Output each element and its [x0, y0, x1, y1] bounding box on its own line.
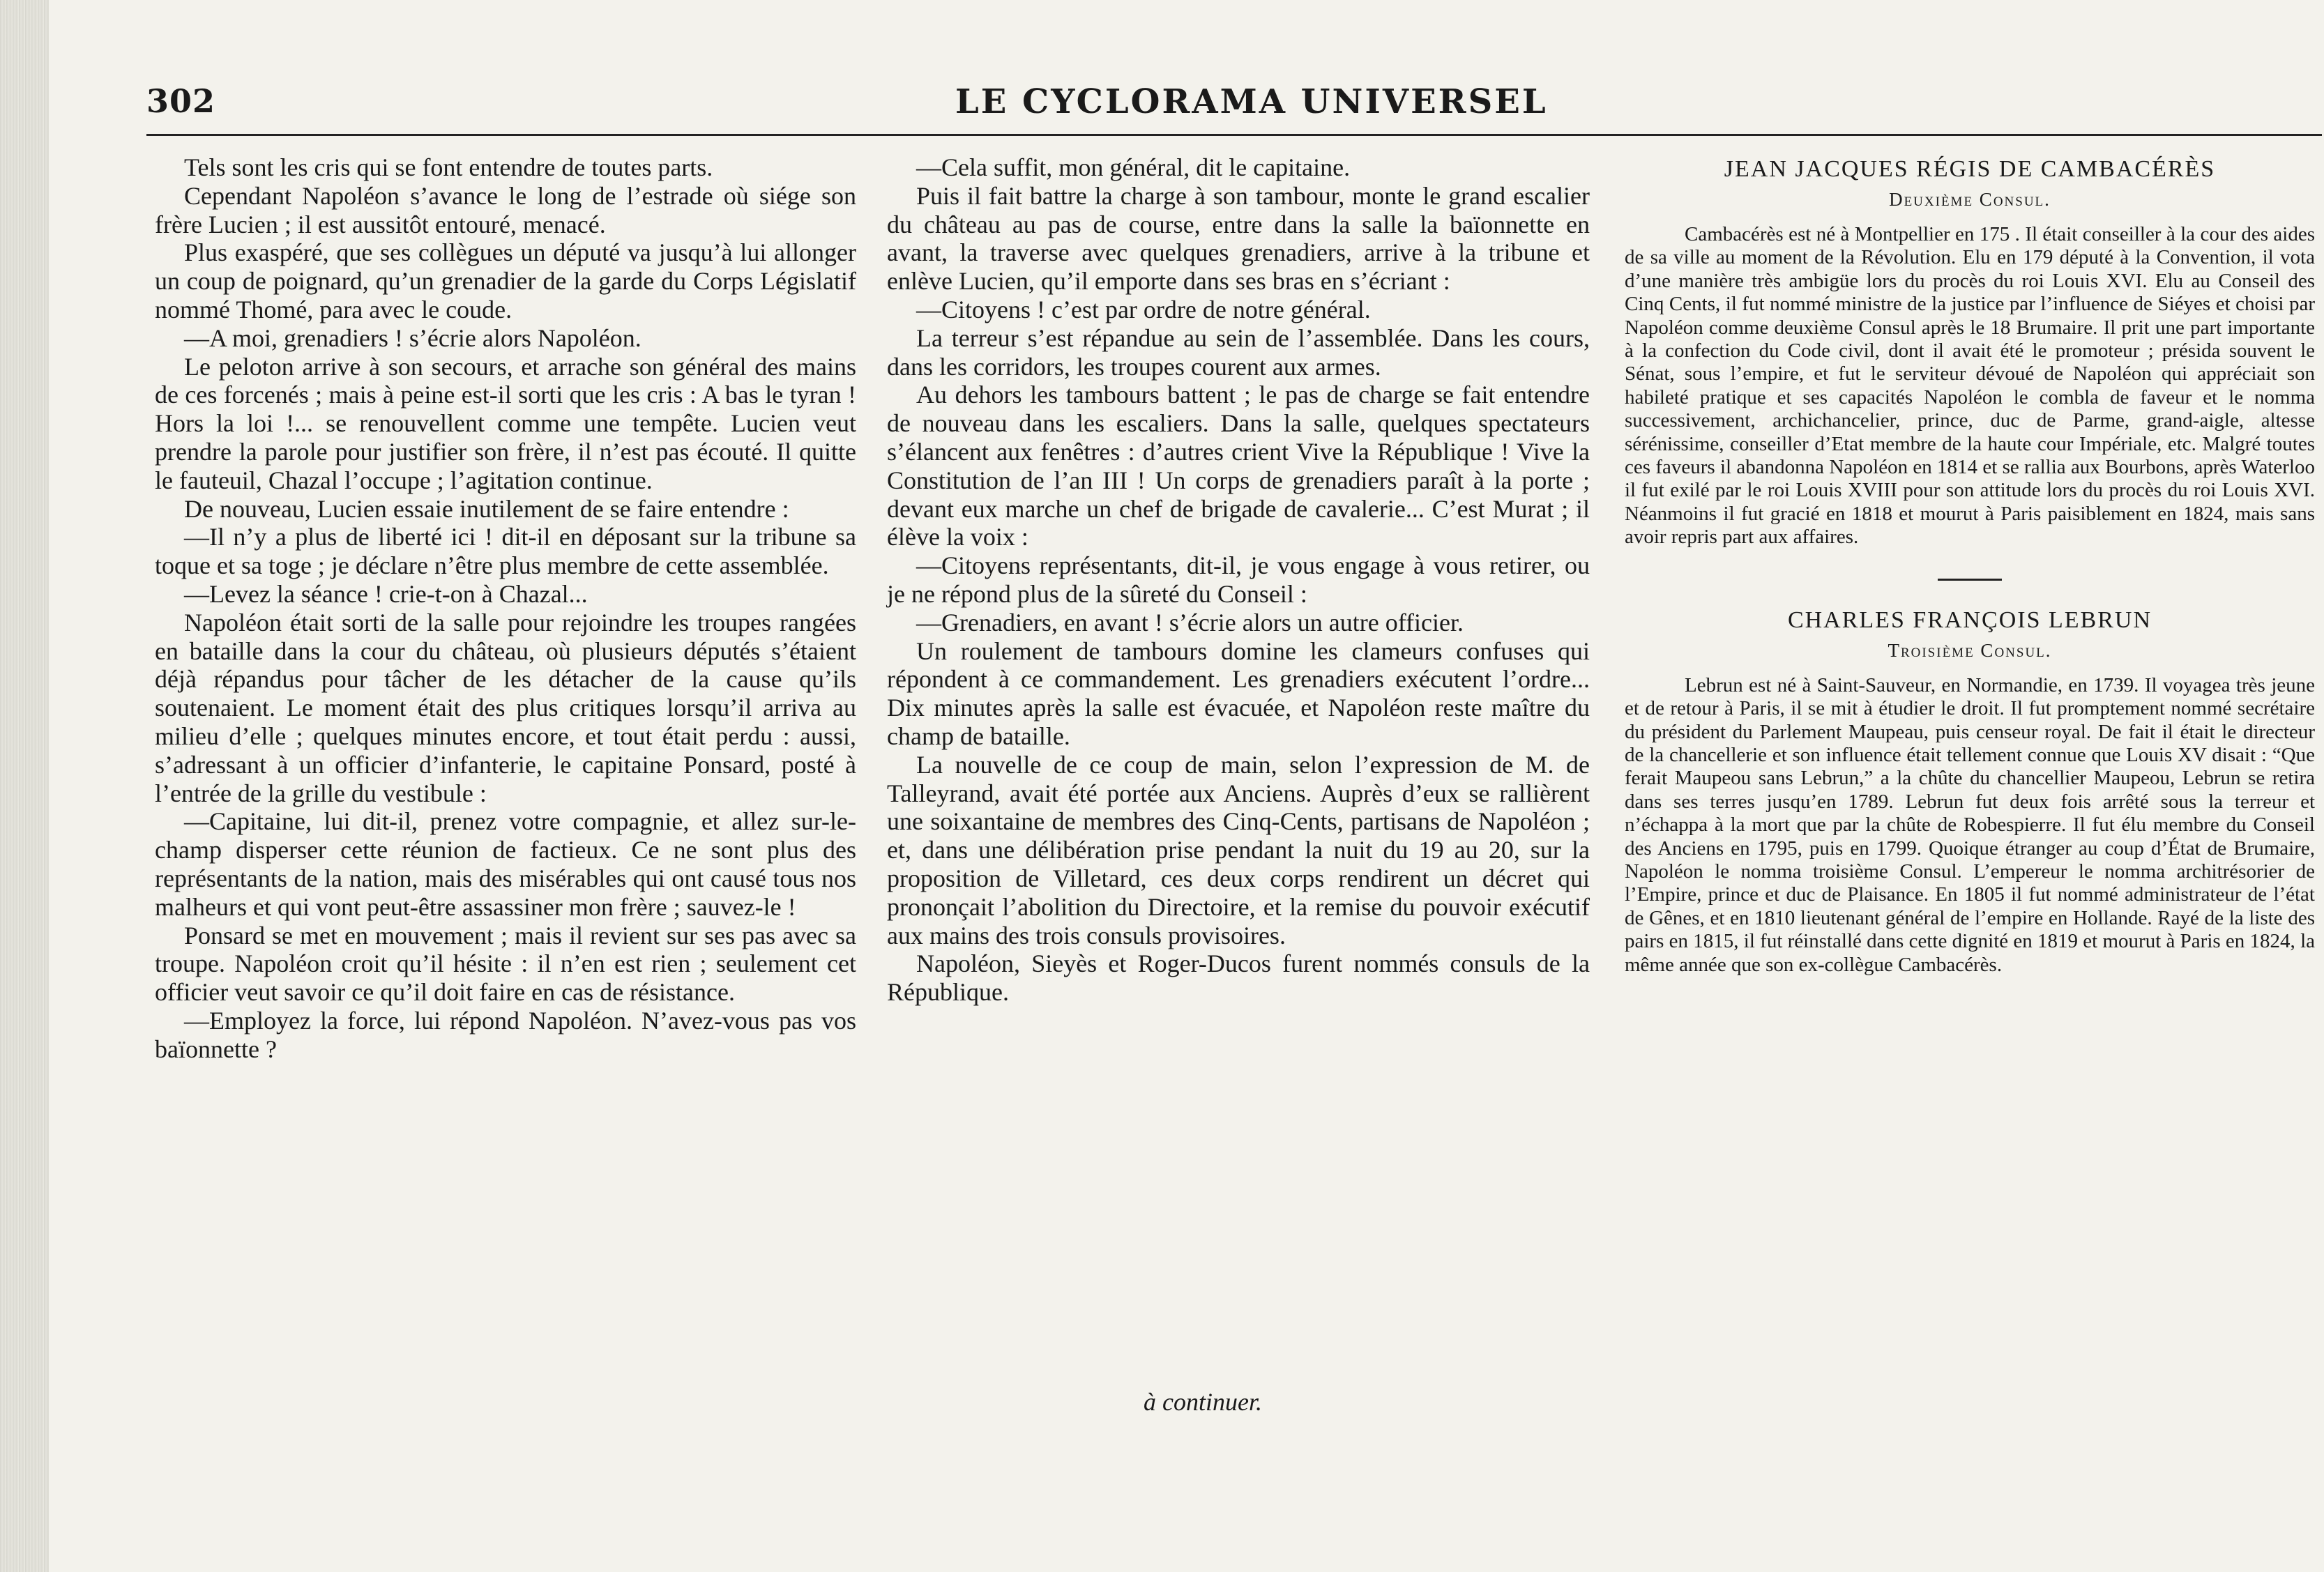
section-divider [1938, 579, 2002, 581]
paragraph: Napoléon, Sieyès et Roger-Ducos furent nommés consuls de la République. [887, 949, 1590, 1007]
paragraph: —Capitaine, lui dit-il, prenez votre compagnie, et allez sur-le-champ disperser cette réunion de factieux. Ce ne sont plus des représentants de la nation, mais des misérables qui ont causé tous nos malheurs et qui vont peut-être assassiner mon frère ; sauvez-le ! [155, 807, 856, 921]
page-number: 302 [146, 82, 216, 120]
column-2 [887, 153, 1590, 1007]
section-body: Lebrun est né à Saint-Sauveur, en Normandie, en 1739. Il voyagea très jeune et de retour à Paris, il se mit à étudier le droit. Il fut promptement nommé secrétaire du président du Parlement Maupeau, puis censeur royal. De fait il était le directeur de la chancellerie et son influence était tellement connue que Louis XV disait : “Que ferait Maupeou sans Lebrun,” a la chûte du chancellier Maupeou, Lebrun se retira dans ses terres jusqu’en 1789. Lebrun fut deux fois arrêté sous la terreur et n’échappa à la mort que par la chûte de Robespierre. Il fut élu membre du Conseil des Anciens en 1795, puis en 1799. Quoique étranger au coup d’État de Brumaire, Napoléon le nomma troisième Consul. L’empereur le nomma architrésorier de l’Empire, prince et duc de Plaisance. En 1805 il fut nommé administrateur de l’état de Gênes, et en 1810 lieutenant général de l’empire en Hollande. Rayé de la liste des pairs en 1815, il fut réinstallé dans cette dignité en 1819 et mourut à Paris en 1824, la même année que son ex-collègue Cambacérès. [1625, 673, 2315, 976]
paragraph: Tels sont les cris qui se font entendre de toutes parts. [184, 153, 713, 181]
header-rule [146, 134, 2322, 136]
section-title: JEAN JACQUES RÉGIS DE CAMBACÉRÈS [1724, 156, 2216, 182]
paragraph: —A moi, grenadiers ! s’écrie alors Napoléon. [184, 323, 641, 352]
section-subtitle: Troisième Consul. [1888, 639, 2052, 661]
continued-note: à continuer. [1144, 1388, 1262, 1416]
paragraph: —Il n’y a plus de liberté ici ! dit-il en déposant sur la tribune sa toque et sa toge ; je déclare n’être plus membre de cette assemblée. [155, 523, 856, 580]
paragraph: Plus exaspéré, que ses collègues un député va jusqu’à lui allonger un coup de poignard, qu’un grenadier de la garde du Corps Législatif nommé Thomé, para avec le coude. [155, 238, 856, 323]
paragraph: —Citoyens ! c’est par ordre de notre général. [916, 295, 1371, 323]
section-title: CHARLES FRANÇOIS LEBRUN [1787, 606, 2152, 633]
paragraph: La nouvelle de ce coup de main, selon l’expression de M. de Talleyrand, avait été portée aux Anciens. Auprès d’eux se rallièrent une soixantaine de membres des Cinq-Cents, partisans de Napoléon ; et, dans une délibération prise pendant la nuit du 19 au 20, sur la proposition de Villetard, ces deux corps rendirent un décret qui prononçait l’abolition du Directoire, et la remise du pouvoir exécutif aux mains des trois consuls provisoires. [887, 750, 1590, 949]
paragraph: —Levez la séance ! crie-t-on à Chazal... [184, 579, 588, 608]
column-3 [1625, 153, 2315, 977]
column-1 [155, 153, 856, 1064]
paragraph: Ponsard se met en mouvement ; mais il revient sur ses pas avec sa troupe. Napoléon croit qu’il hésite : il n’en est rien ; seulement cet officier veut savoir ce qu’il doit faire en cas de résistance. [155, 921, 856, 1007]
paragraph: Au dehors les tambours battent ; le pas de charge se fait entendre de nouveau dans les escaliers. Dans la salle, quelques spectateurs s’élancent aux fenêtres : d’autres crient Vive la République ! Vive la Constitution de l’an III ! Un corps de grenadiers paraît à la porte ; devant eux marche un chef de brigade de cavalerie... C’est Murat ; il élève la voix : [887, 381, 1590, 551]
section-body: Cambacérès est né à Montpellier en 175 . Il était conseiller à la cour des aides de sa ville au moment de la Révolution. Elu en 179 député à la Convention, il vota d’une manière très ambigüe lors du procès du roi Louis XVI. Elu au Conseil des Cinq Cents, il fut nommé ministre de la justice par l’influence de Siéyes et choisi par Napoléon comme deuxième Consul après le 18 Brumaire. Il prit une part importante à la confection du Code civil, dont il avait été le promoteur ; présida souvent le Sénat, sous l’empire, et fut le serviteur dévoué de Napoléon qui appréciait son habileté pratique et ses capacités Napoléon le combla de faveur et le nomma successivement, archichancelier, prince, duc de Parme, grand-aigle, altesse sérénissime, conseiller d’Etat membre de la haute cour Impériale, etc. Malgré toutes ces faveurs il abandonna Napoléon en 1814 et se rallia aux Bourbons, après Waterloo il fut exilé par le roi Louis XVIII pour son attitude lors du procès du roi Louis XVI. Néanmoins il fut gracié en 1818 et mourut à Paris paisiblement en 1824, mais sans avoir repris part aux affaires. [1625, 223, 2315, 549]
paragraph: Le peloton arrive à son secours, et arrache son général des mains de ces forcenés ; mais à peine est-il sorti que les cris : A bas le tyran ! Hors la loi !... se renouvellent comme une tempête. Lucien veut prendre la parole pour justifier son frère, il n’est pas écouté. Il quitte le fauteuil, Chazal l’occupe ; l’agitation continue. [155, 352, 856, 494]
paragraph: Cependant Napoléon s’avance le long de l’estrade où siége son frère Lucien ; il est aussitôt entouré, menacé. [155, 181, 856, 238]
paragraph: —Employez la force, lui répond Napoléon. N’avez-vous pas vos baïonnette ? [155, 1006, 856, 1063]
paragraph: Puis il fait battre la charge à son tambour, monte le grand escalier du château au pas de course, entre dans la salle la baïonnette en avant, la traverse avec quelques grenadiers, arrive à la tribune et enlève Lucien, qu’il emporte dans ses bras en s’écriant : [887, 181, 1590, 296]
paragraph: Napoléon était sorti de la salle pour rejoindre les troupes rangées en bataille dans la cour du château, où plusieurs députés s’étaient déjà répandus pour tâcher de les détacher de la cause qu’ils soutenaient. Le moment était des plus critiques lorsqu’il arriva au milieu d’elle ; quelques minutes encore, et tout était perdu : aussi, s’adressant à un officier d’infanterie, le capitaine Ponsard, posté à l’entrée de la grille du vestibule : [155, 608, 856, 807]
paragraph: —Citoyens représentants, dit-il, je vous engage à vous retirer, ou je ne répond plus de la sûreté du Conseil : [887, 551, 1590, 608]
paragraph: Un roulement de tambours domine les clameurs confuses qui répondent à ce commandement. Les grenadiers exécutent l’ordre... Dix minutes après la salle est évacuée, et Napoléon reste maître du champ de bataille. [887, 636, 1590, 750]
section-subtitle: Deuxième Consul. [1889, 189, 2051, 210]
paragraph: La terreur s’est répandue au sein de l’assemblée. Dans les cours, dans les corridors, les troupes courent aux armes. [887, 323, 1590, 381]
paragraph: De nouveau, Lucien essaie inutilement de se faire entendre : [184, 494, 789, 523]
running-title: LE CYCLORAMA UNIVERSEL [955, 82, 1548, 121]
binding-edge [0, 0, 49, 1572]
paragraph: —Grenadiers, en avant ! s’écrie alors un autre officier. [916, 608, 1464, 636]
paragraph: —Cela suffit, mon général, dit le capitaine. [916, 153, 1351, 181]
